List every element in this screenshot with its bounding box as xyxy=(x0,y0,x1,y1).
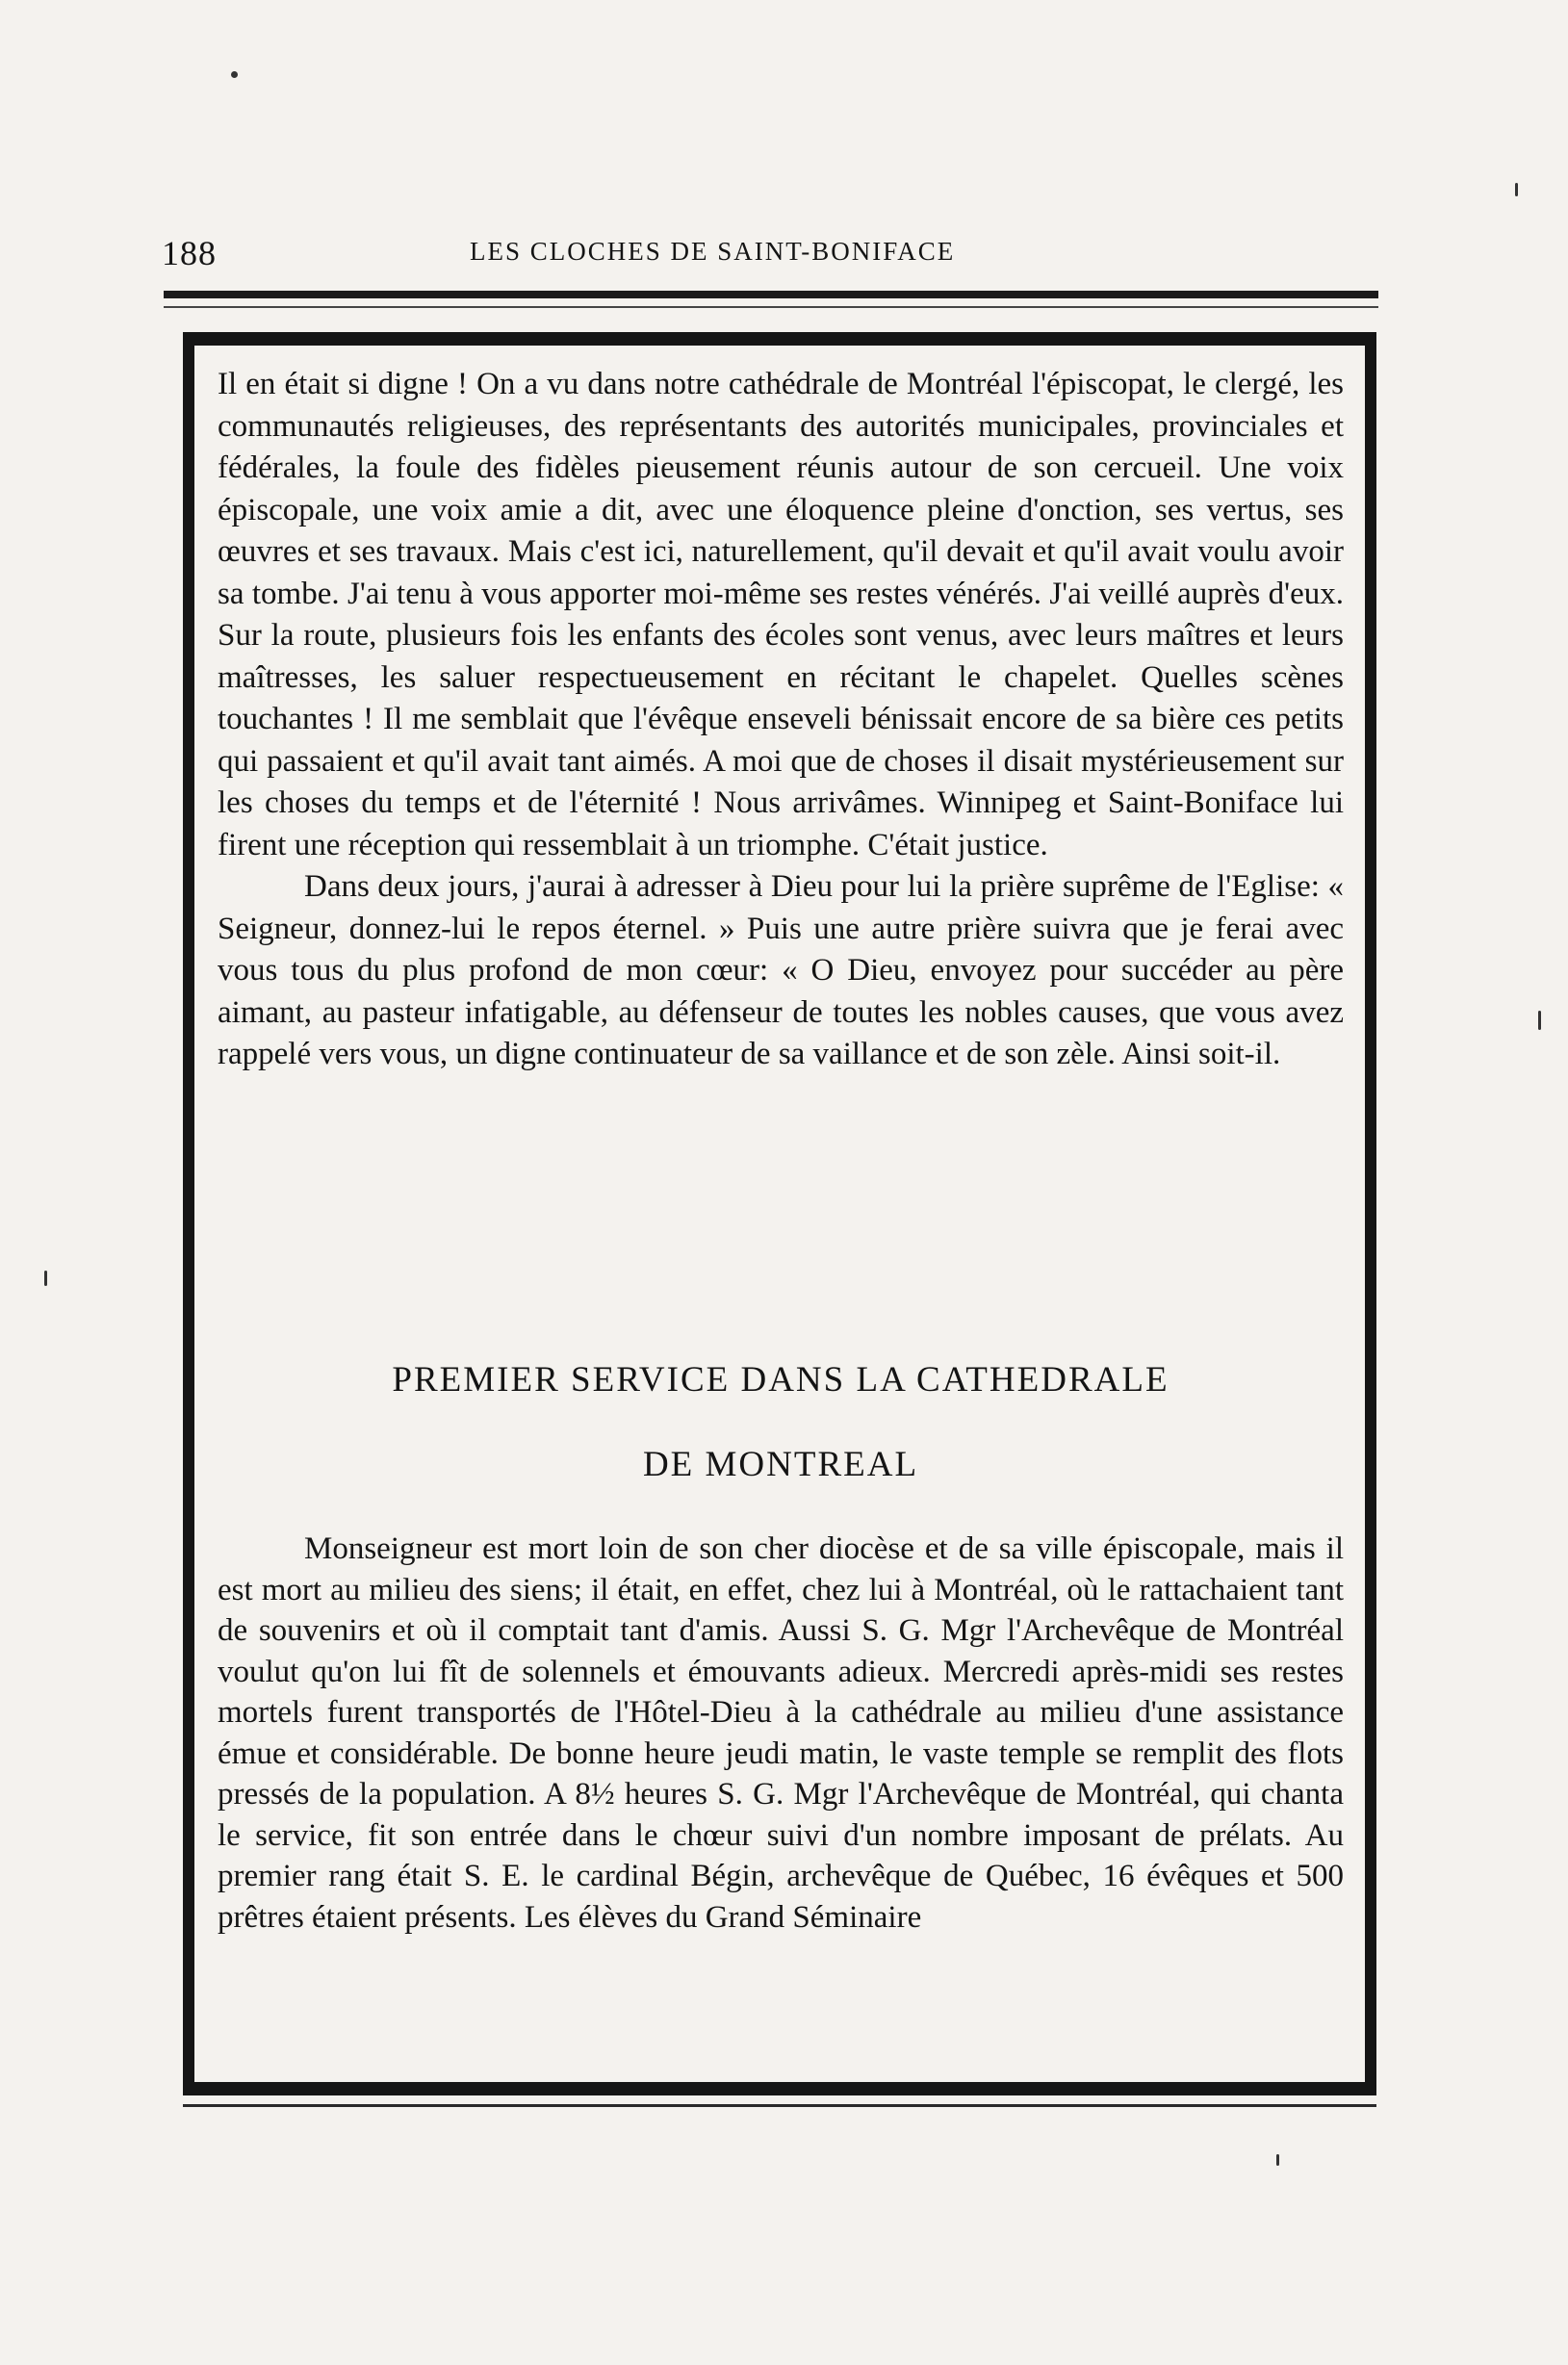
section-paragraph-1: Monseigneur est mort loin de son cher diocèse et de sa ville épiscopale, mais il est mort au milieu des siens; il était, en effet, chez lui à Montréal, où le rattachaient tant de souvenirs et où il comptait tant d'amis. Aussi S. G. Mgr l'Archevêque de Montréal voulut qu'on lui fît de solennels et émouvants adieux. Mercredi après-midi ses restes mortels furent transportés de l'Hôtel-Dieu à la cathédrale au milieu d'une assistance émue et considérable. De bonne heure jeudi matin, le vaste temple se remplit des flots pressés de la population. A 8½ heures S. G. Mgr l'Archevêque de Montréal, qui chanta le service, fit son entrée dans le chœur suivi d'un nombre imposant de prélats. Au premier rang était S. E. le cardinal Bégin, archevêque de Québec, 16 évêques et 500 prêtres étaient présents. Les élèves du Grand Séminaire xyxy=(218,1531,1344,1935)
body-paragraph-1: Il en était si digne ! On a vu dans notre cathédrale de Montréal l'épiscopat, le clergé, les communautés religieuses, des représentants des autorités municipales, provinciales et fédérales, la foule des fidèles pieusement réunis autour de son cercueil. Une voix épiscopale, une voix amie a dit, avec une éloquence pleine d'onction, ses vertus, ses œuvres et ses travaux. Mais c'est ici, naturellement, qu'il devait et qu'il avait voulu avoir sa tombe. J'ai tenu à vous apporter moi-même ses restes vénérés. J'ai veillé auprès d'eux. Sur la route, plusieurs fois les enfants des écoles sont venus, avec leurs maîtres et leurs maîtresses, les saluer respectueusement en récitant le chapelet. Quelles scènes touchantes ! Il me semblait que l'évêque enseveli bénissait encore de sa bière ces petits qui passaient et qu'il avait tant aimés. A moi que de choses il disait mystérieusement sur les choses du temps et de l'éternité ! Nous arrivâmes. Winnipeg et Saint-Boniface lui firent une réception qui ressemblait à un triomphe. C'était justice. xyxy=(218,367,1344,862)
ink-speck xyxy=(1538,1011,1541,1030)
ink-speck xyxy=(1276,2154,1279,2166)
ink-speck xyxy=(1515,183,1518,196)
section-title-line-2: DE MONTREAL xyxy=(642,1445,919,1484)
ink-speck xyxy=(44,1271,47,1286)
main-text xyxy=(218,364,1344,1076)
body-paragraph-2: Dans deux jours, j'aurai à adresser à Dieu pour lui la prière suprême de l'Eglise: « Seigneur, donnez-lui le repos éternel. » Puis une autre prière suivra que je ferai avec vous tous du plus profond de mon cœur: « O Dieu, envoyez pour succéder au père aimant, au pasteur infatigable, au défenseur de toutes les nobles causes, que vous avez rappelé vers vous, un digne continuateur de sa vaillance et de son zèle. Ainsi soit-il. xyxy=(218,869,1344,1071)
running-title: LES CLOCHES DE SAINT-BONIFACE xyxy=(470,237,956,266)
section-title-line-1: PREMIER SERVICE DANS LA CATHEDRALE xyxy=(392,1360,1170,1400)
page-number: 188 xyxy=(162,234,217,272)
frame-bottom-line xyxy=(183,2104,1376,2107)
section-text xyxy=(218,1529,1344,1938)
page-header xyxy=(162,233,1384,281)
header-rule xyxy=(164,291,1378,298)
ink-speck xyxy=(231,71,238,78)
header-rule-thin xyxy=(164,306,1378,308)
